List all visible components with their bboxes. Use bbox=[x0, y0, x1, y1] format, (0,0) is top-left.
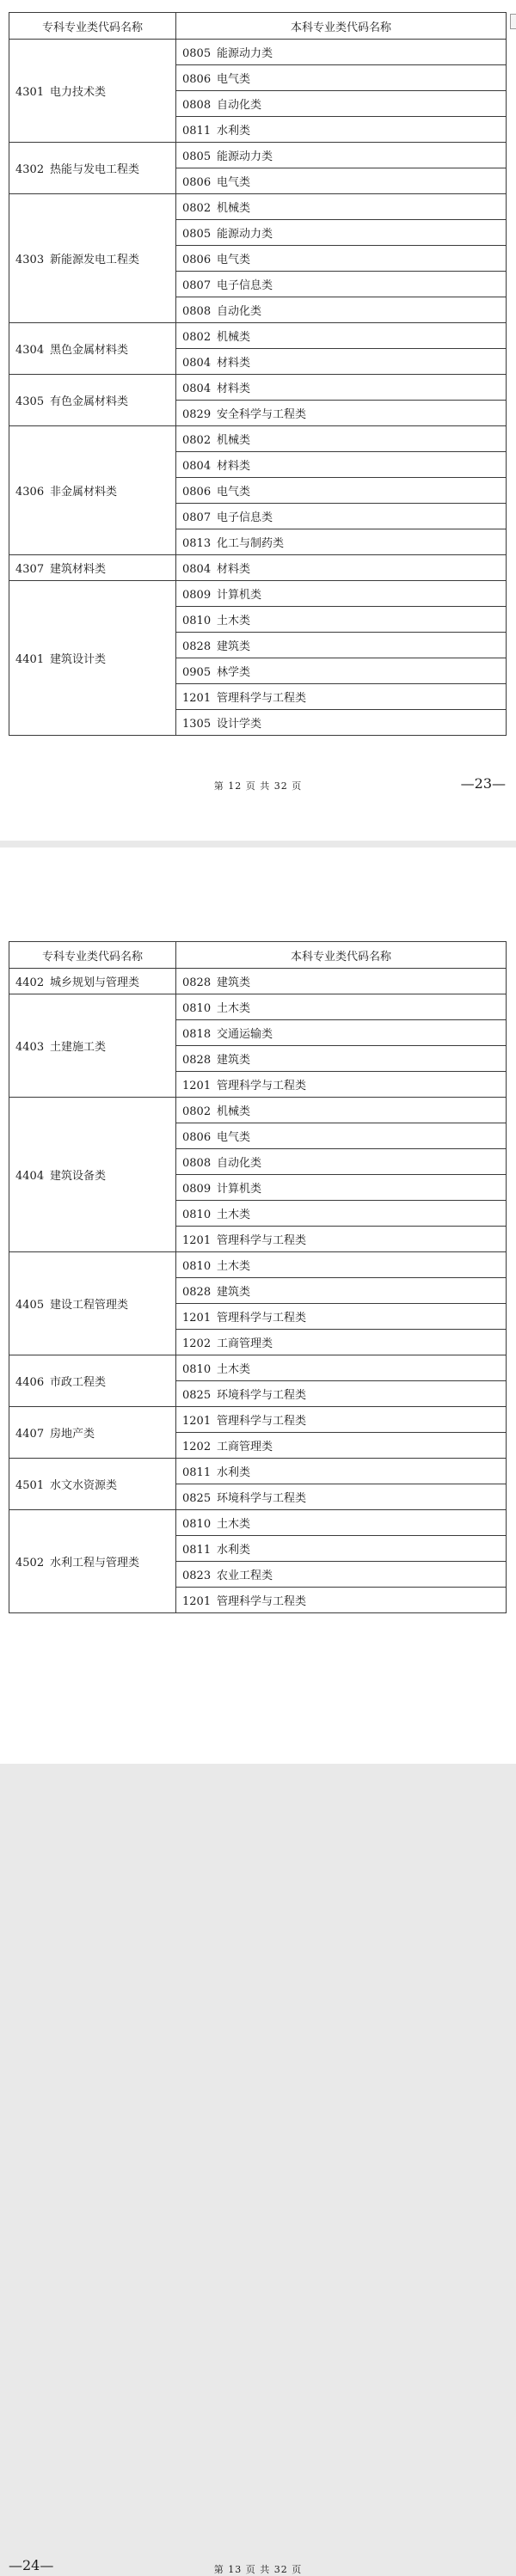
undergraduate-major-name: 管理科学与工程类 bbox=[217, 1415, 307, 1428]
page-edge-tab bbox=[510, 14, 516, 29]
vocational-major-name: 水利工程与管理类 bbox=[50, 1557, 140, 1569]
undergraduate-major-code: 1201 bbox=[182, 1312, 212, 1325]
undergraduate-major-cell bbox=[176, 40, 507, 65]
undergraduate-major-cell bbox=[176, 194, 507, 220]
vocational-major-name: 建筑材料类 bbox=[50, 563, 107, 576]
undergraduate-major-name: 土木类 bbox=[217, 615, 251, 627]
undergraduate-major-code: 0804 bbox=[182, 382, 212, 395]
undergraduate-major-cell bbox=[176, 555, 507, 581]
undergraduate-major-code: 1201 bbox=[182, 692, 212, 705]
undergraduate-major-cell bbox=[176, 349, 507, 375]
undergraduate-major-cell bbox=[176, 658, 507, 684]
vocational-major-name: 黑色金属材料类 bbox=[50, 344, 129, 357]
undergraduate-major-name: 管理科学与工程类 bbox=[217, 1312, 307, 1325]
undergraduate-major-cell bbox=[176, 994, 507, 1020]
undergraduate-major-cell bbox=[176, 1459, 507, 1484]
vocational-major-code: 4407 bbox=[15, 1428, 45, 1441]
undergraduate-major-name: 能源动力类 bbox=[217, 228, 273, 241]
undergraduate-major-name: 材料类 bbox=[217, 563, 251, 576]
undergraduate-major-cell bbox=[176, 1330, 507, 1355]
undergraduate-major-code: 0807 bbox=[182, 279, 212, 292]
undergraduate-major-name: 材料类 bbox=[217, 460, 251, 473]
vocational-major-code: 4502 bbox=[15, 1557, 45, 1569]
undergraduate-major-cell bbox=[176, 426, 507, 452]
undergraduate-major-name: 机械类 bbox=[217, 1105, 251, 1118]
undergraduate-major-cell bbox=[176, 1098, 507, 1123]
table-row bbox=[9, 1407, 507, 1433]
vocational-major-cell bbox=[9, 375, 176, 426]
table-row bbox=[9, 143, 507, 168]
undergraduate-major-cell bbox=[176, 1304, 507, 1330]
table-row bbox=[9, 994, 507, 1020]
undergraduate-major-name: 能源动力类 bbox=[217, 47, 273, 60]
vocational-major-code: 4303 bbox=[15, 254, 45, 266]
vocational-major-name: 热能与发电工程类 bbox=[50, 163, 140, 176]
undergraduate-major-cell bbox=[176, 220, 507, 246]
undergraduate-major-cell bbox=[176, 581, 507, 607]
vocational-major-cell bbox=[9, 426, 176, 555]
undergraduate-major-name: 机械类 bbox=[217, 434, 251, 447]
undergraduate-major-name: 土木类 bbox=[217, 1260, 251, 1273]
vocational-major-code: 4302 bbox=[15, 163, 45, 176]
vocational-major-code: 4402 bbox=[15, 976, 45, 989]
undergraduate-major-code: 0828 bbox=[182, 640, 212, 653]
undergraduate-major-cell bbox=[176, 1588, 507, 1613]
undergraduate-major-cell bbox=[176, 1562, 507, 1588]
undergraduate-major-cell bbox=[176, 91, 507, 117]
vocational-major-cell bbox=[9, 40, 176, 143]
undergraduate-major-name: 电子信息类 bbox=[217, 511, 273, 524]
table-row bbox=[9, 426, 507, 452]
undergraduate-major-cell bbox=[176, 1072, 507, 1098]
undergraduate-major-code: 1201 bbox=[182, 1234, 212, 1247]
undergraduate-major-cell bbox=[176, 633, 507, 658]
header-vocational-major: 专科专业类代码名称 bbox=[9, 13, 176, 40]
undergraduate-major-name: 交通运输类 bbox=[217, 1028, 273, 1041]
undergraduate-major-name: 环境科学与工程类 bbox=[217, 1492, 307, 1505]
undergraduate-major-cell bbox=[176, 969, 507, 994]
undergraduate-major-cell bbox=[176, 1536, 507, 1562]
undergraduate-major-name: 土木类 bbox=[217, 1363, 251, 1376]
major-mapping-table bbox=[9, 12, 507, 736]
major-mapping-table bbox=[9, 941, 507, 1613]
undergraduate-major-code: 1201 bbox=[182, 1415, 212, 1428]
table-row bbox=[9, 194, 507, 220]
undergraduate-major-name: 计算机类 bbox=[217, 589, 262, 602]
undergraduate-major-code: 0810 bbox=[182, 1002, 212, 1015]
undergraduate-major-cell bbox=[176, 1355, 507, 1381]
undergraduate-major-cell bbox=[176, 143, 507, 168]
undergraduate-major-cell bbox=[176, 504, 507, 529]
vocational-major-name: 水文水资源类 bbox=[50, 1479, 118, 1492]
table-row bbox=[9, 1098, 507, 1123]
undergraduate-major-name: 机械类 bbox=[217, 202, 251, 215]
undergraduate-major-code: 0806 bbox=[182, 486, 212, 499]
undergraduate-major-cell bbox=[176, 710, 507, 736]
vocational-major-code: 4301 bbox=[15, 86, 45, 99]
vocational-major-name: 有色金属材料类 bbox=[50, 395, 129, 408]
document-page-2 bbox=[0, 847, 516, 2575]
table-row bbox=[9, 1459, 507, 1484]
table-row bbox=[9, 323, 507, 349]
undergraduate-major-name: 管理科学与工程类 bbox=[217, 692, 307, 705]
undergraduate-major-name: 材料类 bbox=[217, 382, 251, 395]
undergraduate-major-code: 0825 bbox=[182, 1389, 212, 1402]
vocational-major-cell bbox=[9, 1252, 176, 1355]
vocational-major-name: 土建施工类 bbox=[50, 1041, 107, 1054]
undergraduate-major-cell bbox=[176, 65, 507, 91]
vocational-major-code: 4307 bbox=[15, 563, 45, 576]
undergraduate-major-name: 工商管理类 bbox=[217, 1337, 273, 1350]
undergraduate-major-code: 0805 bbox=[182, 150, 212, 163]
table-row bbox=[9, 1252, 507, 1278]
undergraduate-major-cell bbox=[176, 1175, 507, 1201]
undergraduate-major-cell bbox=[176, 1484, 507, 1510]
vocational-major-cell bbox=[9, 1355, 176, 1407]
table-row bbox=[9, 375, 507, 401]
undergraduate-major-code: 0809 bbox=[182, 589, 212, 602]
undergraduate-major-code: 0811 bbox=[182, 125, 212, 138]
vocational-major-code: 4501 bbox=[15, 1479, 45, 1492]
undergraduate-major-cell bbox=[176, 1046, 507, 1072]
undergraduate-major-code: 0806 bbox=[182, 254, 212, 266]
vocational-major-code: 4401 bbox=[15, 653, 45, 666]
undergraduate-major-name: 建筑类 bbox=[217, 1286, 251, 1299]
undergraduate-major-name: 设计学类 bbox=[217, 718, 262, 731]
undergraduate-major-cell bbox=[176, 607, 507, 633]
undergraduate-major-name: 管理科学与工程类 bbox=[217, 1234, 307, 1247]
undergraduate-major-code: 0813 bbox=[182, 537, 212, 550]
undergraduate-major-cell bbox=[176, 1123, 507, 1149]
undergraduate-major-cell bbox=[176, 117, 507, 143]
undergraduate-major-code: 0825 bbox=[182, 1492, 212, 1505]
undergraduate-major-name: 土木类 bbox=[217, 1208, 251, 1221]
undergraduate-major-cell bbox=[176, 246, 507, 272]
undergraduate-major-cell bbox=[176, 478, 507, 504]
undergraduate-major-name: 建筑类 bbox=[217, 640, 251, 653]
undergraduate-major-code: 0818 bbox=[182, 1028, 212, 1041]
undergraduate-major-name: 水利类 bbox=[217, 1544, 251, 1557]
undergraduate-major-name: 自动化类 bbox=[217, 99, 262, 112]
undergraduate-major-cell bbox=[176, 168, 507, 194]
undergraduate-major-cell bbox=[176, 529, 507, 555]
undergraduate-major-code: 0829 bbox=[182, 408, 212, 421]
undergraduate-major-code: 0808 bbox=[182, 99, 212, 112]
vocational-major-cell bbox=[9, 994, 176, 1098]
undergraduate-major-cell bbox=[176, 1227, 507, 1252]
vocational-major-cell bbox=[9, 581, 176, 736]
undergraduate-major-name: 电气类 bbox=[217, 254, 251, 266]
undergraduate-major-name: 林学类 bbox=[217, 666, 251, 679]
undergraduate-major-name: 计算机类 bbox=[217, 1183, 262, 1196]
undergraduate-major-name: 能源动力类 bbox=[217, 150, 273, 163]
vocational-major-name: 建设工程管理类 bbox=[50, 1299, 129, 1312]
header-vocational-major: 专科专业类代码名称 bbox=[9, 942, 176, 969]
undergraduate-major-code: 1202 bbox=[182, 1441, 212, 1453]
undergraduate-major-code: 0802 bbox=[182, 202, 212, 215]
undergraduate-major-code: 0806 bbox=[182, 1131, 212, 1144]
undergraduate-major-code: 1305 bbox=[182, 718, 212, 731]
undergraduate-major-code: 0810 bbox=[182, 1208, 212, 1221]
undergraduate-major-name: 电子信息类 bbox=[217, 279, 273, 292]
table-row bbox=[9, 969, 507, 994]
vocational-major-code: 4406 bbox=[15, 1376, 45, 1389]
vocational-major-name: 市政工程类 bbox=[50, 1376, 107, 1389]
undergraduate-major-code: 0810 bbox=[182, 615, 212, 627]
undergraduate-major-cell bbox=[176, 323, 507, 349]
undergraduate-major-code: 0811 bbox=[182, 1544, 212, 1557]
undergraduate-major-cell bbox=[176, 1433, 507, 1459]
page-footer: 第 12 页 共 32 页 bbox=[213, 780, 303, 792]
undergraduate-major-name: 自动化类 bbox=[217, 1157, 262, 1170]
undergraduate-major-code: 0805 bbox=[182, 228, 212, 241]
undergraduate-major-name: 电气类 bbox=[217, 176, 251, 189]
undergraduate-major-name: 电气类 bbox=[217, 73, 251, 86]
undergraduate-major-code: 0802 bbox=[182, 1105, 212, 1118]
vocational-major-cell bbox=[9, 143, 176, 194]
vocational-major-cell bbox=[9, 555, 176, 581]
undergraduate-major-cell bbox=[176, 375, 507, 401]
undergraduate-major-code: 1201 bbox=[182, 1595, 212, 1608]
undergraduate-major-code: 0805 bbox=[182, 47, 212, 60]
vocational-major-cell bbox=[9, 323, 176, 375]
table-header-row bbox=[9, 942, 507, 969]
vocational-major-name: 城乡规划与管理类 bbox=[50, 976, 140, 989]
undergraduate-major-code: 0828 bbox=[182, 976, 212, 989]
vocational-major-code: 4405 bbox=[15, 1299, 45, 1312]
undergraduate-major-code: 0828 bbox=[182, 1286, 212, 1299]
vocational-major-cell bbox=[9, 194, 176, 323]
undergraduate-major-name: 电气类 bbox=[217, 1131, 251, 1144]
undergraduate-major-code: 0810 bbox=[182, 1363, 212, 1376]
undergraduate-major-cell bbox=[176, 1407, 507, 1433]
undergraduate-major-code: 0811 bbox=[182, 1466, 212, 1479]
undergraduate-major-name: 农业工程类 bbox=[217, 1569, 273, 1582]
vocational-major-cell bbox=[9, 1510, 176, 1613]
undergraduate-major-name: 管理科学与工程类 bbox=[217, 1080, 307, 1092]
vocational-major-name: 非金属材料类 bbox=[50, 486, 118, 499]
undergraduate-major-name: 管理科学与工程类 bbox=[217, 1595, 307, 1608]
table-row bbox=[9, 555, 507, 581]
undergraduate-major-name: 水利类 bbox=[217, 1466, 251, 1479]
undergraduate-major-name: 工商管理类 bbox=[217, 1441, 273, 1453]
undergraduate-major-code: 0802 bbox=[182, 434, 212, 447]
vocational-major-cell bbox=[9, 1407, 176, 1459]
vocational-major-code: 4306 bbox=[15, 486, 45, 499]
undergraduate-major-name: 土木类 bbox=[217, 1518, 251, 1531]
undergraduate-major-code: 0802 bbox=[182, 331, 212, 344]
undergraduate-major-code: 0828 bbox=[182, 1054, 212, 1067]
table-row bbox=[9, 581, 507, 607]
undergraduate-major-name: 建筑类 bbox=[217, 1054, 251, 1067]
undergraduate-major-name: 电气类 bbox=[217, 486, 251, 499]
vocational-major-code: 4404 bbox=[15, 1170, 45, 1183]
vocational-major-cell bbox=[9, 1459, 176, 1510]
table-header-row bbox=[9, 13, 507, 40]
undergraduate-major-name: 安全科学与工程类 bbox=[217, 408, 307, 421]
undergraduate-major-code: 0806 bbox=[182, 176, 212, 189]
vocational-major-name: 建筑设备类 bbox=[50, 1170, 107, 1183]
undergraduate-major-code: 0810 bbox=[182, 1518, 212, 1531]
vocational-major-code: 4304 bbox=[15, 344, 45, 357]
undergraduate-major-name: 机械类 bbox=[217, 331, 251, 344]
undergraduate-major-cell bbox=[176, 1252, 507, 1278]
vocational-major-cell bbox=[9, 969, 176, 994]
undergraduate-major-name: 材料类 bbox=[217, 357, 251, 370]
undergraduate-major-code: 0804 bbox=[182, 357, 212, 370]
undergraduate-major-cell bbox=[176, 1510, 507, 1536]
undergraduate-major-code: 0806 bbox=[182, 73, 212, 86]
undergraduate-major-code: 0809 bbox=[182, 1183, 212, 1196]
undergraduate-major-cell bbox=[176, 1201, 507, 1227]
undergraduate-major-code: 0823 bbox=[182, 1569, 212, 1582]
undergraduate-major-cell bbox=[176, 272, 507, 297]
undergraduate-major-cell bbox=[176, 1149, 507, 1175]
vocational-major-name: 电力技术类 bbox=[50, 86, 107, 99]
undergraduate-major-cell bbox=[176, 684, 507, 710]
page-number: —23— bbox=[460, 775, 506, 792]
undergraduate-major-code: 1201 bbox=[182, 1080, 212, 1092]
vocational-major-cell bbox=[9, 1098, 176, 1252]
undergraduate-major-code: 0808 bbox=[182, 1157, 212, 1170]
header-undergraduate-major: 本科专业类代码名称 bbox=[176, 13, 507, 40]
undergraduate-major-code: 0808 bbox=[182, 305, 212, 318]
undergraduate-major-code: 0905 bbox=[182, 666, 212, 679]
undergraduate-major-code: 0804 bbox=[182, 563, 212, 576]
vocational-major-code: 4305 bbox=[15, 395, 45, 408]
undergraduate-major-cell bbox=[176, 1020, 507, 1046]
table-row bbox=[9, 40, 507, 65]
undergraduate-major-name: 建筑类 bbox=[217, 976, 251, 989]
page-footer: 第 13 页 共 32 页 bbox=[213, 2564, 303, 2575]
undergraduate-major-name: 化工与制药类 bbox=[217, 537, 285, 550]
undergraduate-major-code: 0807 bbox=[182, 511, 212, 524]
undergraduate-major-name: 环境科学与工程类 bbox=[217, 1389, 307, 1402]
undergraduate-major-cell bbox=[176, 297, 507, 323]
undergraduate-major-cell bbox=[176, 1278, 507, 1304]
undergraduate-major-cell bbox=[176, 401, 507, 426]
undergraduate-major-code: 1202 bbox=[182, 1337, 212, 1350]
document-page-1 bbox=[0, 0, 516, 841]
vocational-major-code: 4403 bbox=[15, 1041, 45, 1054]
undergraduate-major-name: 自动化类 bbox=[217, 305, 262, 318]
undergraduate-major-name: 土木类 bbox=[217, 1002, 251, 1015]
vocational-major-name: 新能源发电工程类 bbox=[50, 254, 140, 266]
undergraduate-major-name: 水利类 bbox=[217, 125, 251, 138]
table-row bbox=[9, 1355, 507, 1381]
undergraduate-major-cell bbox=[176, 1381, 507, 1407]
undergraduate-major-cell bbox=[176, 452, 507, 478]
undergraduate-major-code: 0804 bbox=[182, 460, 212, 473]
vocational-major-name: 建筑设计类 bbox=[50, 653, 107, 666]
vocational-major-name: 房地产类 bbox=[50, 1428, 95, 1441]
header-undergraduate-major: 本科专业类代码名称 bbox=[176, 942, 507, 969]
table-row bbox=[9, 1510, 507, 1536]
undergraduate-major-code: 0810 bbox=[182, 1260, 212, 1273]
page-number: —24— bbox=[9, 2557, 54, 2573]
